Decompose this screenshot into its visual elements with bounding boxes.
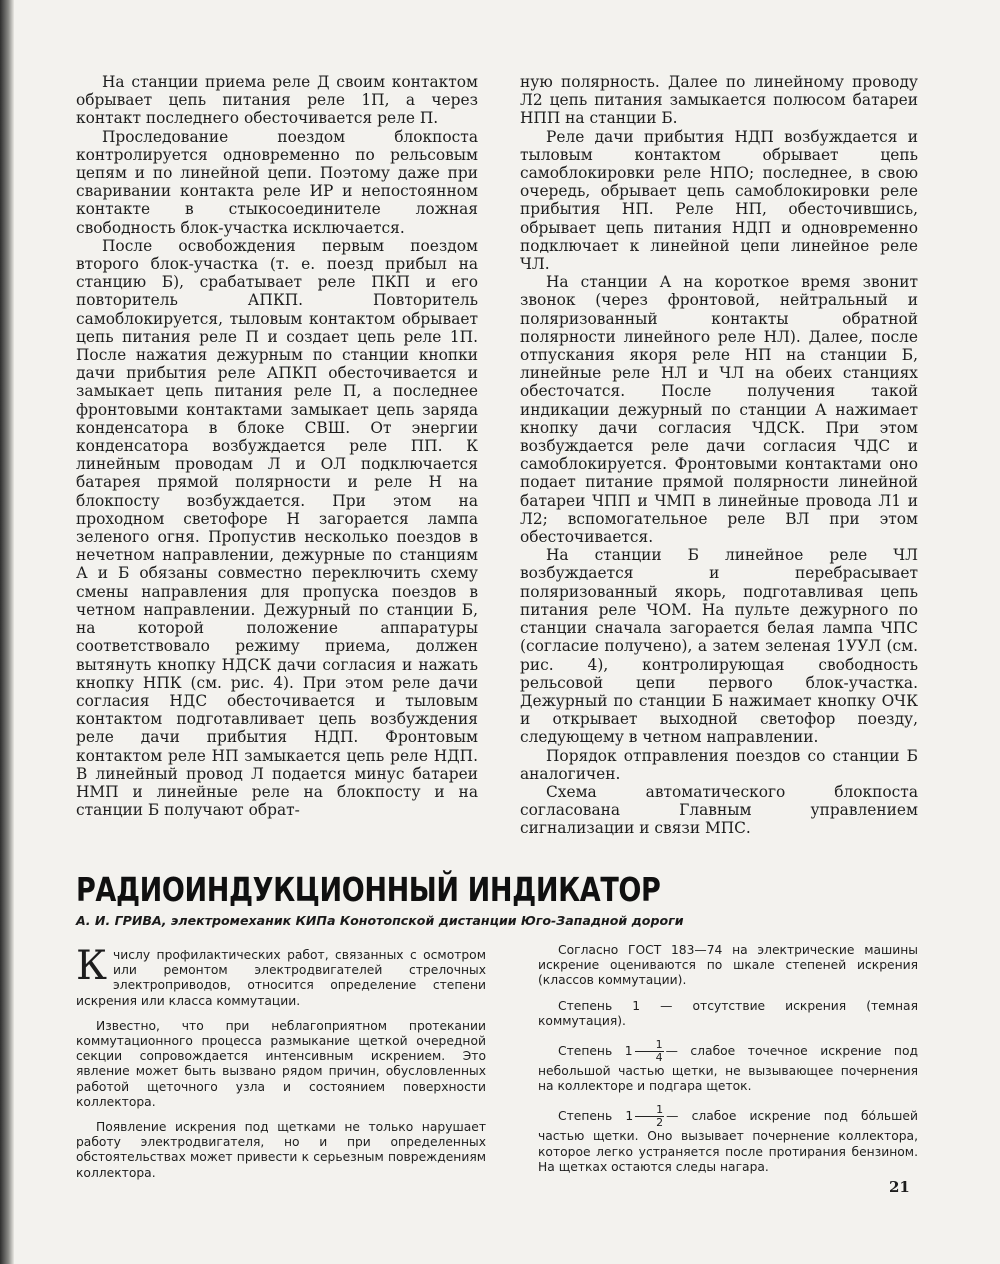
degree-text: — слабое искрение под бо́льшей частью щетки. Оно вызывает почернение коллектора, которое легко устраняется после протирания бензином. На щетках остаются следы нагара. [538, 1109, 918, 1174]
paragraph: На станции приема реле Д своим контактом обрывает цепь питания реле 1П, а через контакт последнего обесточивается реле П. [76, 73, 478, 128]
paragraph: На станции Б линейное реле ЧЛ возбуждается и перебрасывает поляризованный якорь, подготавливая цепь питания реле ЧОМ. На пульте дежурного по станции сначала загорается белая лампа ЧПС (согласие получено), а затем зеленая 1УУЛ (см. рис. 4), контролирующая свободность рельсовой цепи первого блок-участка. Дежурный по станции Б нажимает кнопку ОЧК и открывает выходной светофор поезду, следующему в четном направлении. [520, 546, 918, 747]
degree-text: — слабое точечное искрение под небольшой частью щетки, не вызывающее почернения на коллекторе и подгара щеток. [538, 1044, 918, 1094]
degree-label: Степень 1 [558, 1044, 633, 1059]
article-title: РАДИОИНДУКЦИОННЫЙ ИНДИКАТОР [76, 870, 661, 909]
paragraph: На станции А на короткое время звонит звонок (через фронтовой, нейтральный и поляризованный контакты обратной полярности линейного реле НЛ). Далее, после отпускания якоря реле НП на станции Б, линейные реле НЛ и ЧЛ на обеих станциях обесточатся. После получения такой индикации дежурный по станции А нажимает кнопку дачи согласия ЧДСК. При этом возбуждается реле дачи согласия ЧДС и самоблокируется. Фронтовыми контактами оно подает питание прямой полярности линейной батареи ЧПП и ЧМП в линейные провода Л1 и Л2; вспомогательное реле ВЛ при этом обесточивается. [520, 273, 918, 547]
fraction [635, 1104, 664, 1129]
drop-cap: К [76, 943, 107, 989]
paragraph: Порядок отправления поездов со станции Б аналогичен. [520, 746, 918, 783]
paragraph: Схема автоматического блокпоста согласована Главным управлением сигнализации и связи МПС. [520, 782, 918, 838]
degree-3-paragraph [538, 1104, 918, 1175]
paragraph: Известно, что при неблагоприятном протекании коммутационного процесса размыкание щеткой очередной секции сопровождается интенсивным искрением. Это явление может быть вызвано рядом причин, обусловленных работой щеточного узла и состоянием поверхности коллектора. [76, 1018, 486, 1109]
top-left-column [76, 73, 478, 819]
paragraph: Согласно ГОСТ 183—74 на электрические машины искрение оцениваются по шкале степеней искрения (классов коммутации). [538, 943, 918, 988]
article-byline: А. И. ГРИВА, электромеханик КИПа Конотопской дистанции Юго-Западной дороги [76, 913, 684, 928]
fraction-numerator: 1 [635, 1039, 664, 1052]
degree-1-paragraph: Степень 1 — отсутствие искрения (темная коммутация). [538, 998, 918, 1028]
fraction-numerator: 1 [635, 1104, 664, 1117]
page-number: 21 [889, 1178, 910, 1196]
degree-2-paragraph [538, 1039, 918, 1094]
lead-text: числу профилактических работ, связанных с осмотром или ремонтом электродвигателей стрелочных электроприводов, относится определение степени искрения или класса коммутации. [76, 948, 486, 1008]
fraction-denominator: 4 [655, 1051, 663, 1065]
paragraph: ную полярность. Далее по линейному проводу Л2 цепь питания замыкается полюсом батареи НПП на станции Б. [520, 73, 918, 128]
paragraph: Реле дачи прибытия НДП возбуждается и тыловым контактом обрывает цепь самоблокировки реле НПО; последнее, в свою очередь, обрывает цепь самоблокировки реле прибытия НП. Реле НП, обесточившись, обрывает цепь питания НДП и одновременно подключает к линейной цепи линейное реле ЧЛ. [520, 127, 918, 274]
fraction [635, 1039, 664, 1064]
degree-label: Степень 1 [558, 1109, 634, 1124]
paragraph: Проследование поездом блокпоста контролируется одновременно по рельсовым цепям и по линейной цепи. Поэтому даже при сваривании контакта реле ИР и непостоянном контакте в стыкосоединителе ложная свободность блок-участка исключается. [76, 127, 478, 237]
fraction-denominator: 2 [656, 1116, 664, 1130]
top-right-column [520, 73, 918, 838]
article-left-column [76, 943, 486, 1191]
paragraph: После освобождения первым поездом второго блок-участка (т. е. поезд прибыл на станцию Б), срабатывает реле ПКП и его повторитель АПКП. Повторитель самоблокируется, тыловым контактом обрывает цепь питания реле П и создает цепь реле 1П. После нажатия дежурным по станции кнопки дачи прибытия реле АПКП обесточивается и замыкает цепь питания реле П, а последнее фронтовыми контактами замыкает цепь заряда конденсатора в блоке СВШ. От энергии конденсатора возбуждается реле ПП. К линейным проводам Л и ОЛ подключается батарея прямой полярности и реле Н на блокпосту возбуждается. При этом на проходном светофоре Н загорается лампа зеленого огня. Пропустив несколько поездов в нечетном направлении, дежурные по станциям А и Б обязаны совместно переключить схему смены направления для пропуска поездов в четном направлении. Дежурный по станции Б, на которой положение аппаратуры соответствовало режиму приема, должен вытянуть кнопку НДСК дачи согласия и нажать кнопку НПК (см. рис. 4). При этом реле дачи согласия НДС обесточивается и тыловым контактом подготавливает цепь возбуждения реле дачи прибытия НДП. Фронтовым контактом реле НП замыкается цепь реле НДП. В линейный провод Л подается минус батареи НМП и линейные реле на блокпосту и на станции Б получают обрат- [76, 236, 478, 820]
lead-paragraph [76, 943, 486, 1009]
paragraph: Появление искрения под щетками не только нарушает работу электродвигателя, но и при определенных обстоятельствах может привести к серьезным повреждениям коллектора. [76, 1120, 486, 1180]
article-right-column [538, 943, 918, 1185]
